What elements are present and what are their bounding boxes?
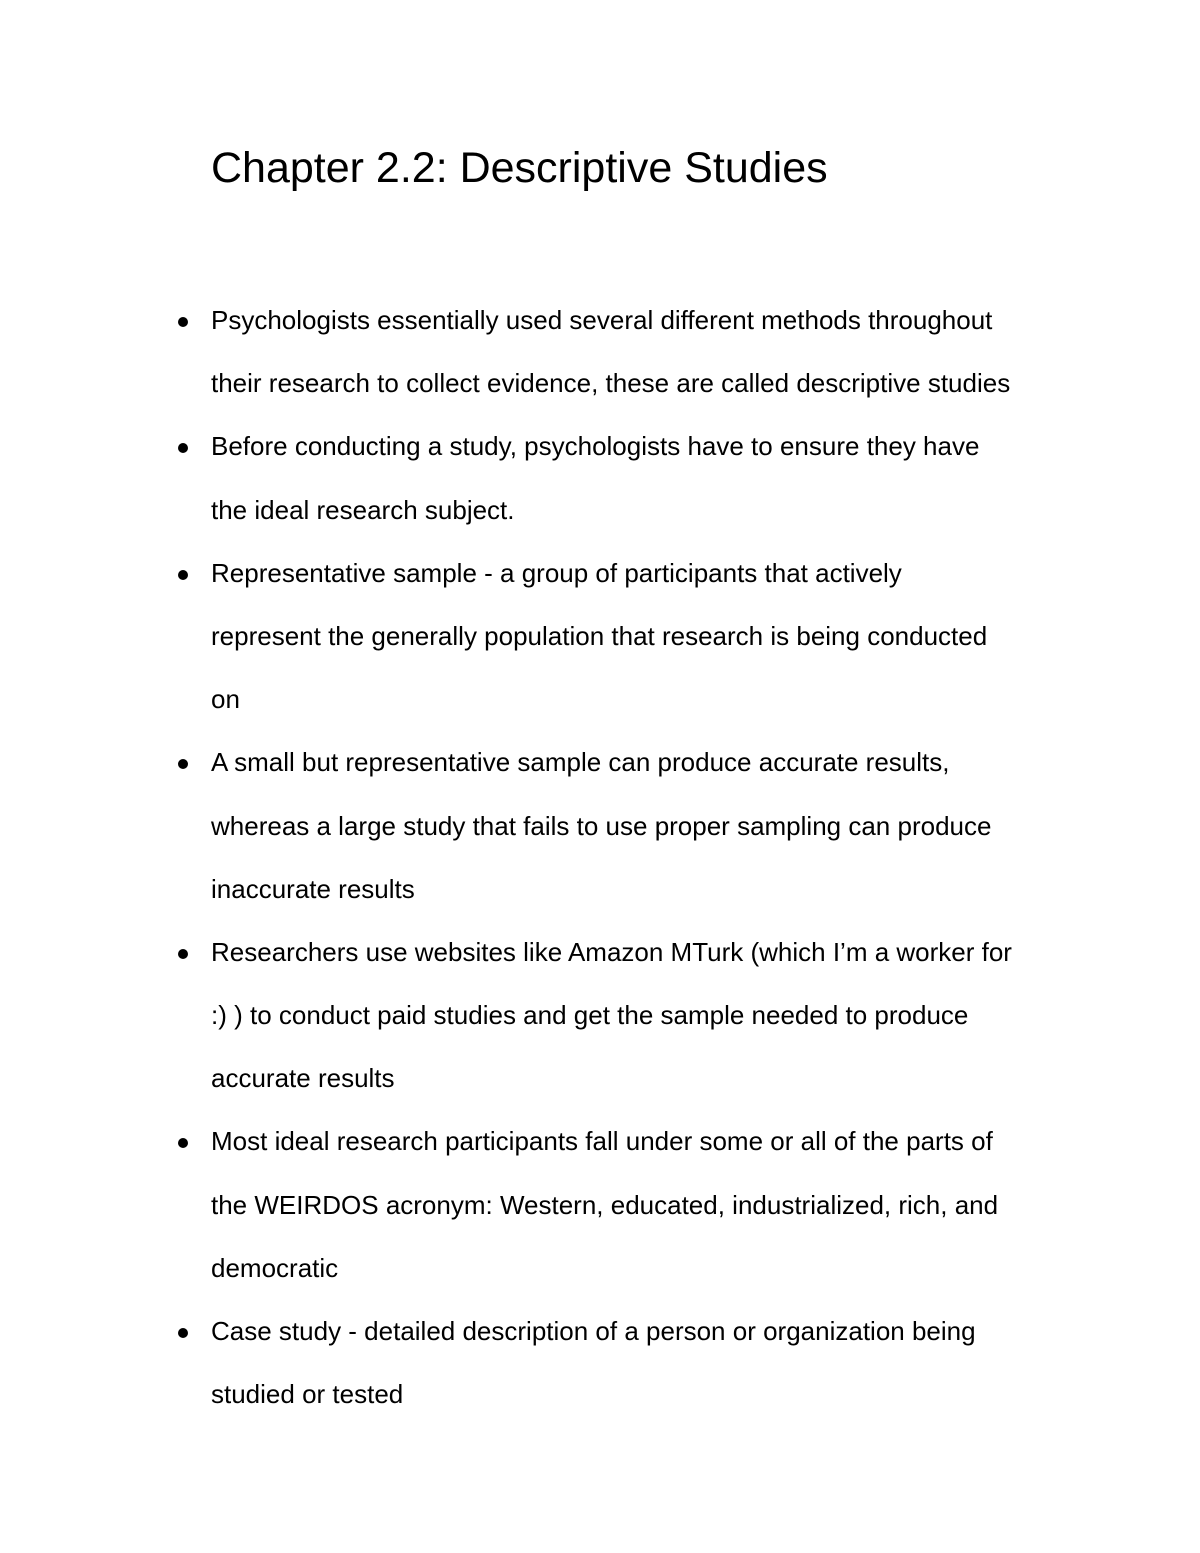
list-item-line: Psychologists essentially used several different methods throughout bbox=[211, 305, 993, 335]
bullet-icon bbox=[178, 570, 188, 580]
bullet-icon bbox=[178, 443, 188, 453]
list-item bbox=[211, 1300, 1071, 1426]
page-title: Chapter 2.2: Descriptive Studies bbox=[211, 144, 828, 192]
list-item-line: their research to collect evidence, these are called descriptive studies bbox=[211, 368, 1011, 399]
bullet-icon bbox=[178, 1328, 188, 1338]
list-item-line: the WEIRDOS acronym: Western, educated, industrialized, rich, and bbox=[211, 1189, 999, 1220]
bullet-icon bbox=[178, 759, 188, 769]
list-item-line: Case study - detailed description of a person or organization being bbox=[211, 1316, 976, 1346]
list-item-line: represent the generally population that research is being conducted bbox=[211, 620, 988, 651]
list-item-line: democratic bbox=[211, 1252, 339, 1283]
list-item-line: Representative sample - a group of participants that actively bbox=[211, 557, 902, 588]
list-item bbox=[211, 921, 1071, 1111]
list-item-line: Researchers use websites like Amazon MTurk (which I’m a worker for bbox=[211, 936, 1012, 967]
list-item-line: whereas a large study that fails to use proper sampling can produce bbox=[211, 810, 992, 841]
list-item-line: the ideal research subject. bbox=[211, 494, 515, 525]
list-item-line: inaccurate results bbox=[211, 873, 415, 904]
list-item-line: on bbox=[211, 684, 240, 715]
list-item bbox=[211, 1110, 1071, 1300]
list-item bbox=[211, 415, 1071, 541]
bullet-icon bbox=[178, 949, 188, 959]
list-item bbox=[211, 542, 1071, 732]
bullet-icon bbox=[178, 1138, 188, 1148]
list-item-line: Most ideal research participants fall under some or all of the parts of bbox=[211, 1126, 993, 1157]
list-item-line: :) ) to conduct paid studies and get the sample needed to produce bbox=[211, 1000, 969, 1031]
list-item-line: studied or tested bbox=[211, 1379, 404, 1410]
list-item bbox=[211, 731, 1071, 921]
list-item-line: accurate results bbox=[211, 1063, 395, 1094]
list-item-line: Before conducting a study, psychologists have to ensure they have bbox=[211, 431, 980, 462]
bullet-icon bbox=[178, 317, 188, 327]
list-item-line: A small but representative sample can produce accurate results, bbox=[211, 747, 950, 778]
list-item bbox=[211, 289, 1071, 415]
bullet-list bbox=[211, 289, 1071, 1426]
